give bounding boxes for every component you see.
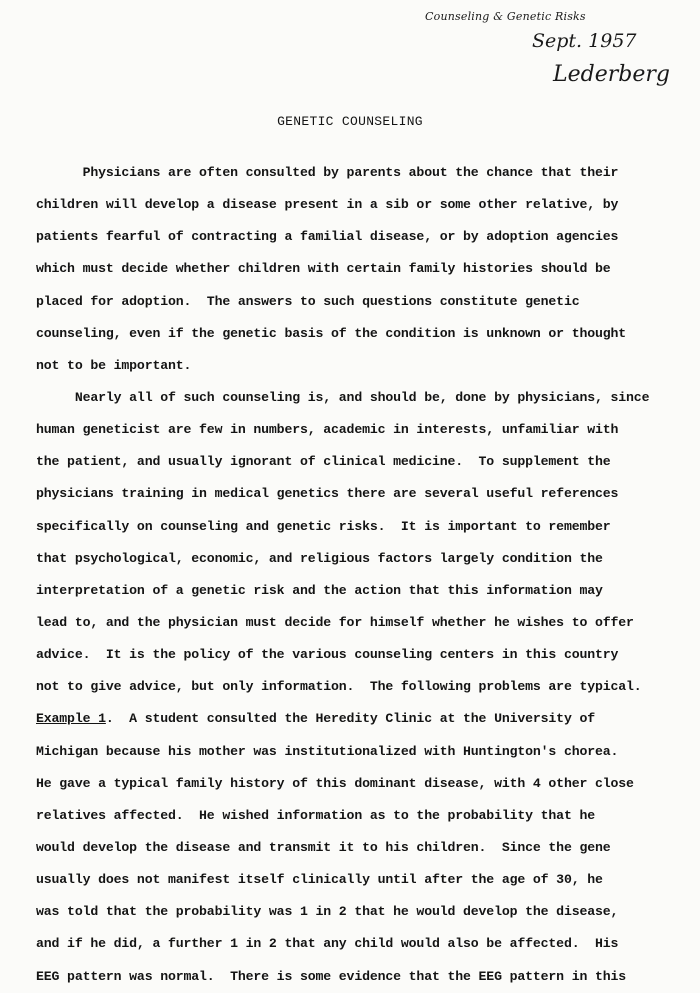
text-line: specifically on counseling and genetic risks. It is important to remember xyxy=(36,518,611,534)
text-line: He gave a typical family history of this dominant disease, with 4 other close xyxy=(36,775,634,791)
text-line: would develop the disease and transmit it to his children. Since the gene xyxy=(36,839,611,855)
text-line: Michigan because his mother was institutionalized with Huntington's chorea. xyxy=(36,743,619,759)
text-line: not to be important. xyxy=(36,357,192,373)
text-line: was told that the probability was 1 in 2 that he would develop the disease, xyxy=(36,904,619,920)
text-line: usually does not manifest itself clinically until after the age of 30, he xyxy=(36,872,603,888)
text-line: human geneticist are few in numbers, academic in interests, unfamiliar with xyxy=(36,422,619,438)
text-line: EEG pattern was normal. There is some evidence that the EEG pattern in this xyxy=(36,968,627,984)
handwritten-date: Sept. 1957 xyxy=(532,30,637,52)
text-line: that psychological, economic, and religious factors largely condition the xyxy=(36,550,603,566)
handwritten-note: Counseling & Genetic Risks xyxy=(425,10,586,23)
text-line: lead to, and the physician must decide for himself whether he wishes to offer xyxy=(36,614,634,630)
text-line: physicians training in medical genetics there are several useful references xyxy=(36,486,619,502)
text-line: interpretation of a genetic risk and the action that this information may xyxy=(36,582,603,598)
example-label: Example 1 xyxy=(36,711,106,727)
text-line: counseling, even if the genetic basis of the condition is unknown or thought xyxy=(36,325,627,341)
text-line: Nearly all of such counseling is, and should be, done by physicians, since xyxy=(36,389,650,405)
text-line: placed for adoption. The answers to such questions constitute genetic xyxy=(36,293,580,309)
text-line: which must decide whether children with certain family histories should be xyxy=(36,261,611,277)
text-line: relatives affected. He wished information as to the probability that he xyxy=(36,807,595,823)
text-line: the patient, and usually ignorant of clinical medicine. To supplement the xyxy=(36,454,611,470)
handwritten-signature: Lederberg xyxy=(553,62,670,87)
document-body xyxy=(36,157,676,993)
text-line: Physicians are often consulted by parents about the chance that their xyxy=(36,165,619,180)
document-title: GENETIC COUNSELING xyxy=(277,114,423,129)
example-heading-line xyxy=(36,703,676,735)
text-line: advice. It is the policy of the various counseling centers in this country xyxy=(36,647,619,663)
example-first-line-text: . A student consulted the Heredity Clinic at the University of xyxy=(105,711,595,727)
text-line: children will develop a disease present in a sib or some other relative, by xyxy=(36,197,619,213)
text-line: patients fearful of contracting a familial disease, or by adoption agencies xyxy=(36,229,619,245)
text-line: and if he did, a further 1 in 2 that any child would also be affected. His xyxy=(36,936,619,952)
text-line: not to give advice, but only information. The following problems are typical. xyxy=(36,679,642,695)
